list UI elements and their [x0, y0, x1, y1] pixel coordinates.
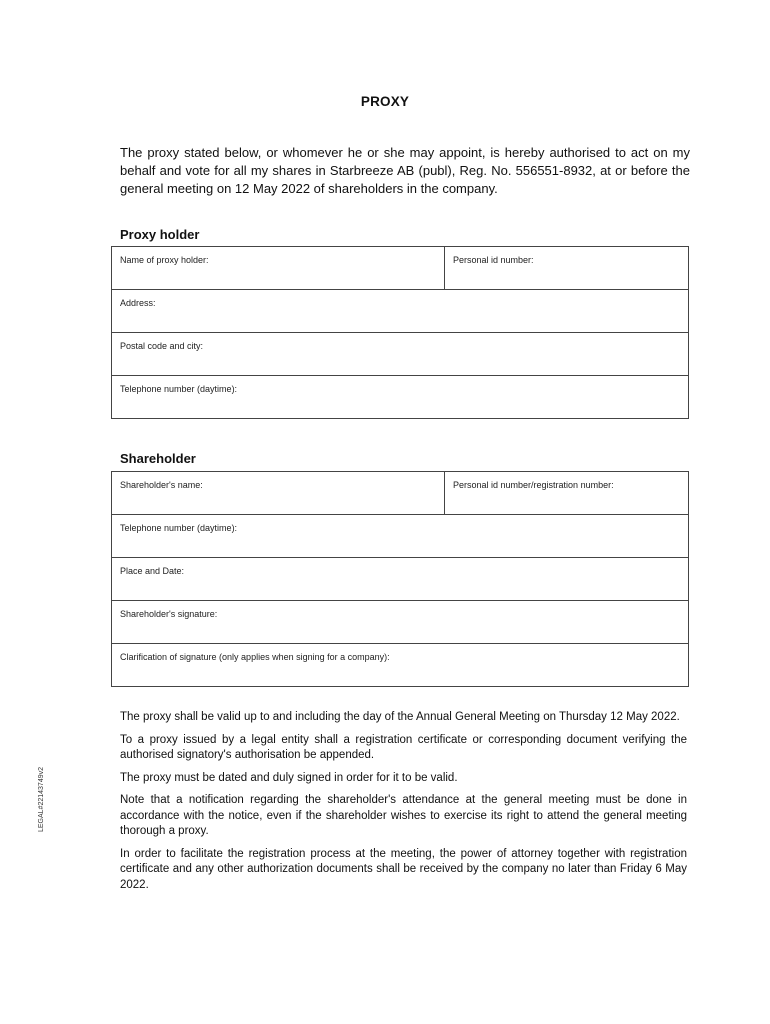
shareholder-place-date-label: Place and Date: — [120, 566, 185, 576]
document-side-code: LEGAL#22143749v2 — [38, 767, 45, 832]
shareholder-phone-label: Telephone number (daytime): — [120, 523, 238, 533]
proxy-holder-postal-field[interactable] — [112, 333, 688, 375]
proxy-holder-phone-field[interactable] — [112, 376, 688, 418]
shareholder-id-label: Personal id number/registration number: — [453, 480, 614, 490]
shareholder-id-field[interactable] — [445, 472, 688, 514]
intro-paragraph: The proxy stated below, or whomever he or she may appoint, is hereby authorised to act on my behalf and vote for all my shares in Starbreeze AB (publ), Reg. No. 556551-8932, at or before the general meeting on 12 May 2022 of shareholders in the company. — [120, 145, 690, 196]
note-notification: Note that a notification regarding the shareholder's attendance at the general meeting must be done in accordance with the notice, even if the shareholder wishes to exercise its right to attend the general meeting thorough a proxy. — [120, 794, 687, 837]
shareholder-phone-field[interactable] — [112, 515, 688, 557]
proxy-holder-postal-label: Postal code and city: — [120, 341, 204, 351]
shareholder-signature-label: Shareholder's signature: — [120, 609, 218, 619]
proxy-holder-form — [111, 246, 689, 419]
shareholder-row-5 — [112, 643, 688, 686]
proxy-holder-name-label: Name of proxy holder: — [120, 255, 209, 265]
shareholder-signature-field[interactable] — [112, 601, 688, 643]
shareholder-row-2 — [112, 514, 688, 557]
shareholder-place-date-field[interactable] — [112, 558, 688, 600]
proxy-holder-row-2 — [112, 289, 688, 332]
shareholder-row-3 — [112, 557, 688, 600]
note-registration: In order to facilitate the registration process at the meeting, the power of attorney together with registration certificate and any other authorization documents shall be received by the company no later than Friday 6 May 2022. — [120, 847, 687, 891]
shareholder-clarification-field[interactable] — [112, 644, 688, 686]
shareholder-name-field[interactable] — [112, 472, 445, 514]
proxy-holder-address-field[interactable] — [112, 290, 688, 332]
proxy-holder-id-field[interactable] — [445, 247, 688, 289]
shareholder-row-4 — [112, 600, 688, 643]
shareholder-name-label: Shareholder's name: — [120, 480, 203, 490]
note-legal-entity: To a proxy issued by a legal entity shall a registration certificate or corresponding document verifying the authorised signatory's authorisation be appended. — [120, 733, 687, 761]
shareholder-form — [111, 471, 689, 687]
document-title: PROXY — [360, 94, 410, 109]
shareholder-clarification-label: Clarification of signature (only applies when signing for a company): — [120, 652, 390, 662]
note-dated-signed: The proxy must be dated and duly signed in order for it to be valid. — [120, 771, 458, 784]
shareholder-heading: Shareholder — [120, 451, 196, 466]
proxy-holder-name-field[interactable] — [112, 247, 445, 289]
proxy-holder-row-3 — [112, 332, 688, 375]
notes-section — [120, 710, 687, 900]
proxy-holder-heading: Proxy holder — [120, 227, 200, 242]
proxy-holder-row-1 — [112, 247, 688, 289]
note-validity: The proxy shall be valid up to and including the day of the Annual General Meeting on Thursday 12 May 2022. — [120, 711, 680, 723]
proxy-holder-phone-label: Telephone number (daytime): — [120, 384, 238, 394]
proxy-holder-id-label: Personal id number: — [453, 255, 534, 265]
shareholder-row-1 — [112, 472, 688, 514]
proxy-holder-row-4 — [112, 375, 688, 418]
proxy-holder-address-label: Address: — [120, 298, 156, 308]
